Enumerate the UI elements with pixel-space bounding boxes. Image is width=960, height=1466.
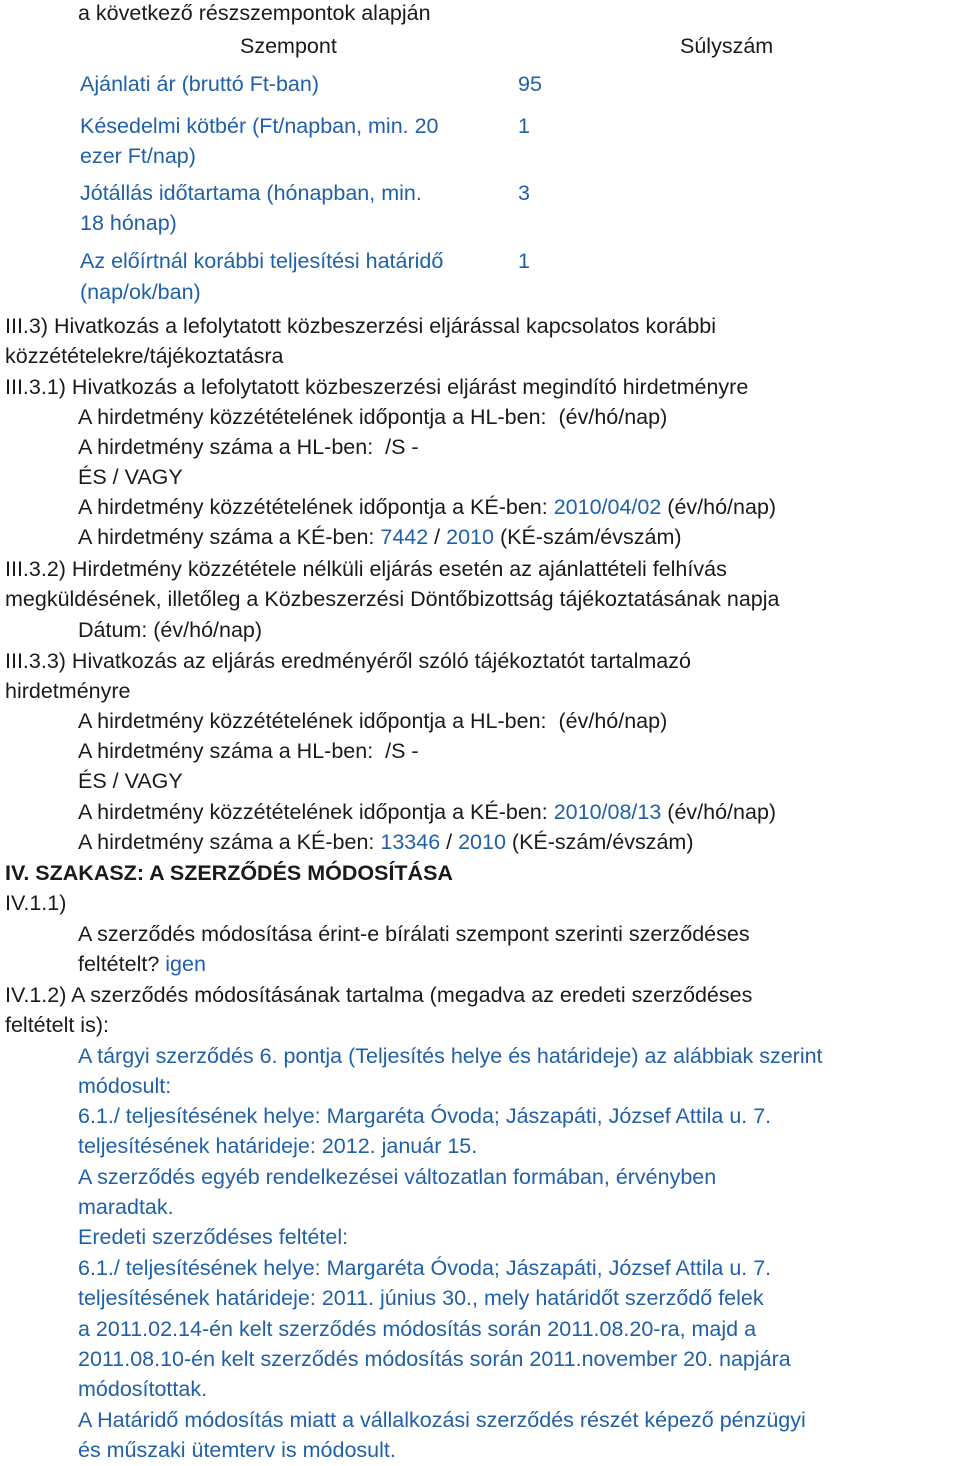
criteria-row-2: Késedelmi kötbér (Ft/napban, min. 20 bbox=[80, 114, 439, 138]
modification-line-12: módosítottak. bbox=[78, 1377, 208, 1401]
ke-number-label: A hirdetmény száma a KÉ-ben: bbox=[78, 525, 375, 549]
criteria-row-3: Jótállás időtartama (hónapban, min. bbox=[80, 181, 422, 205]
modification-line-4: teljesítésének határideje: 2012. január 15. bbox=[78, 1134, 478, 1158]
modification-line-14: és műszaki ütemterv is módosult. bbox=[78, 1438, 396, 1462]
section-iv12-heading: IV.1.2) A szerződés módosításának tartalma (megadva az eredeti szerződéses bbox=[5, 983, 753, 1007]
criteria-row-3-cont: 18 hónap) bbox=[80, 211, 177, 235]
hl-date-label: A hirdetmény közzétételének időpontja a HL-ben: bbox=[78, 709, 547, 733]
ke-date-label: A hirdetmény közzétételének időpontja a KÉ-ben: bbox=[78, 800, 548, 824]
modification-line-6: maradtak. bbox=[78, 1195, 174, 1219]
iv11-question-cont bbox=[78, 951, 206, 977]
section-iii32-heading: III.3.2) Hirdetmény közzététele nélküli eljárás esetén az ajánlattételi felhívás bbox=[5, 557, 727, 581]
ke-date-value-2: 2010/08/13 bbox=[553, 800, 662, 824]
modification-line-11: 2011.08.10-én kelt szerződés módosítás során 2011.november 20. napjára bbox=[78, 1347, 791, 1371]
and-or-text: ÉS / VAGY bbox=[78, 465, 183, 489]
criteria-row-2-cont: ezer Ft/nap) bbox=[80, 144, 196, 168]
section-iii33-heading: III.3.3) Hivatkozás az eljárás eredményéről szóló tájékoztatót tartalmazó bbox=[5, 649, 691, 673]
section-iii31-heading: III.3.1) Hivatkozás a lefolytatott közbeszerzési eljárást megindító hirdetményre bbox=[5, 375, 749, 399]
criteria-row-1: Ajánlati ár (bruttó Ft-ban) bbox=[80, 72, 319, 96]
hl-date-label: A hirdetmény közzétételének időpontja a HL-ben: bbox=[78, 405, 547, 429]
modification-line-7: Eredeti szerződéses feltétel: bbox=[78, 1225, 349, 1249]
and-or-text-2: ÉS / VAGY bbox=[78, 769, 183, 793]
hl-date-row bbox=[78, 404, 667, 430]
hl-number-row-2 bbox=[78, 738, 419, 764]
date-unit: (év/hó/nap) bbox=[558, 709, 668, 733]
ke-number-value-2: 13346 bbox=[380, 830, 441, 854]
criteria-weight-2: 1 bbox=[518, 114, 530, 138]
hl-number-value: /S - bbox=[385, 435, 419, 459]
date-unit: (év/hó/nap) bbox=[667, 495, 777, 519]
modification-line-5: A szerződés egyéb rendelkezései változatlan formában, érvényben bbox=[78, 1165, 717, 1189]
modification-line-10: a 2011.02.14-én kelt szerződés módosítás során 2011.08.20-ra, majd a bbox=[78, 1317, 757, 1341]
hl-number-value: /S - bbox=[385, 739, 419, 763]
hl-date-row-2 bbox=[78, 708, 667, 734]
criteria-header-szempont: Szempont bbox=[240, 34, 337, 58]
modification-line-1: A tárgyi szerződés 6. pontja (Teljesítés helye és határideje) az alábbiak szerint bbox=[78, 1044, 823, 1068]
hl-number-label: A hirdetmény száma a HL-ben: bbox=[78, 739, 374, 763]
ke-number-row-2: A hirdetmény száma a KÉ-ben: 13346 / 2010 (KÉ-szám/évszám) bbox=[78, 830, 694, 854]
section-iii32-date: Dátum: (év/hó/nap) bbox=[78, 618, 263, 642]
criteria-row-4: Az előírtnál korábbi teljesítési határidő bbox=[80, 249, 444, 273]
criteria-weight-3: 3 bbox=[518, 181, 530, 205]
criteria-weight-1: 95 bbox=[518, 72, 542, 96]
section-iv12-heading-cont: feltételt is): bbox=[5, 1013, 109, 1037]
hl-number-row bbox=[78, 434, 419, 460]
iv11-answer: igen bbox=[165, 952, 206, 976]
date-unit: (év/hó/nap) bbox=[558, 405, 668, 429]
ke-date-label: A hirdetmény közzétételének időpontja a KÉ-ben: bbox=[78, 495, 548, 519]
modification-line-13: A Határidő módosítás miatt a vállalkozási szerződés részét képező pénzügyi bbox=[78, 1408, 806, 1432]
ke-year-value: 2010 bbox=[446, 525, 494, 549]
ke-number-unit: (KÉ-szám/évszám) bbox=[511, 830, 694, 854]
modification-line-9: teljesítésének határideje: 2011. június 30., mely határidőt szerződő felek bbox=[78, 1286, 764, 1310]
intro-text: a következő részszempontok alapján bbox=[78, 1, 431, 25]
criteria-weight-4: 1 bbox=[518, 249, 530, 273]
section-iii33-heading-cont: hirdetményre bbox=[5, 679, 131, 703]
section-iv-heading: IV. SZAKASZ: A SZERZŐDÉS MÓDOSÍTÁSA bbox=[5, 861, 453, 885]
ke-number-value: 7442 bbox=[380, 525, 429, 549]
section-iv11-label: IV.1.1) bbox=[5, 891, 67, 915]
section-iii3-heading: III.3) Hivatkozás a lefolytatott közbeszerzési eljárással kapcsolatos korábbi bbox=[5, 314, 717, 338]
section-iii32-heading-cont: megküldésének, illetőleg a Közbeszerzési Döntőbizottság tájékoztatásának napja bbox=[5, 587, 780, 611]
ke-date-row-2 bbox=[78, 799, 776, 825]
iv11-question: A szerződés módosítása érint-e bírálati szempont szerinti szerződéses bbox=[78, 922, 750, 946]
criteria-row-4-cont: (nap/ok/ban) bbox=[80, 280, 201, 304]
criteria-header-sulyszam: Súlyszám bbox=[680, 34, 774, 58]
ke-number-row: A hirdetmény száma a KÉ-ben: 7442 / 2010 (KÉ-szám/évszám) bbox=[78, 525, 682, 549]
ke-year-value-2: 2010 bbox=[458, 830, 506, 854]
modification-line-3: 6.1./ teljesítésének helye: Margaréta Óvoda; Jászapáti, József Attila u. 7. bbox=[78, 1104, 772, 1128]
ke-date-row bbox=[78, 494, 776, 520]
ke-date-value: 2010/04/02 bbox=[553, 495, 662, 519]
ke-number-unit: (KÉ-szám/évszám) bbox=[499, 525, 682, 549]
hl-number-label: A hirdetmény száma a HL-ben: bbox=[78, 435, 374, 459]
modification-line-8: 6.1./ teljesítésének helye: Margaréta Óvoda; Jászapáti, József Attila u. 7. bbox=[78, 1256, 772, 1280]
date-unit: (év/hó/nap) bbox=[667, 800, 777, 824]
ke-number-label: A hirdetmény száma a KÉ-ben: bbox=[78, 830, 375, 854]
modification-line-2: módosult: bbox=[78, 1074, 172, 1098]
section-iii3-heading-cont: közzétételekre/tájékoztatásra bbox=[5, 344, 284, 368]
iv11-question-end: feltételt? bbox=[78, 952, 160, 976]
